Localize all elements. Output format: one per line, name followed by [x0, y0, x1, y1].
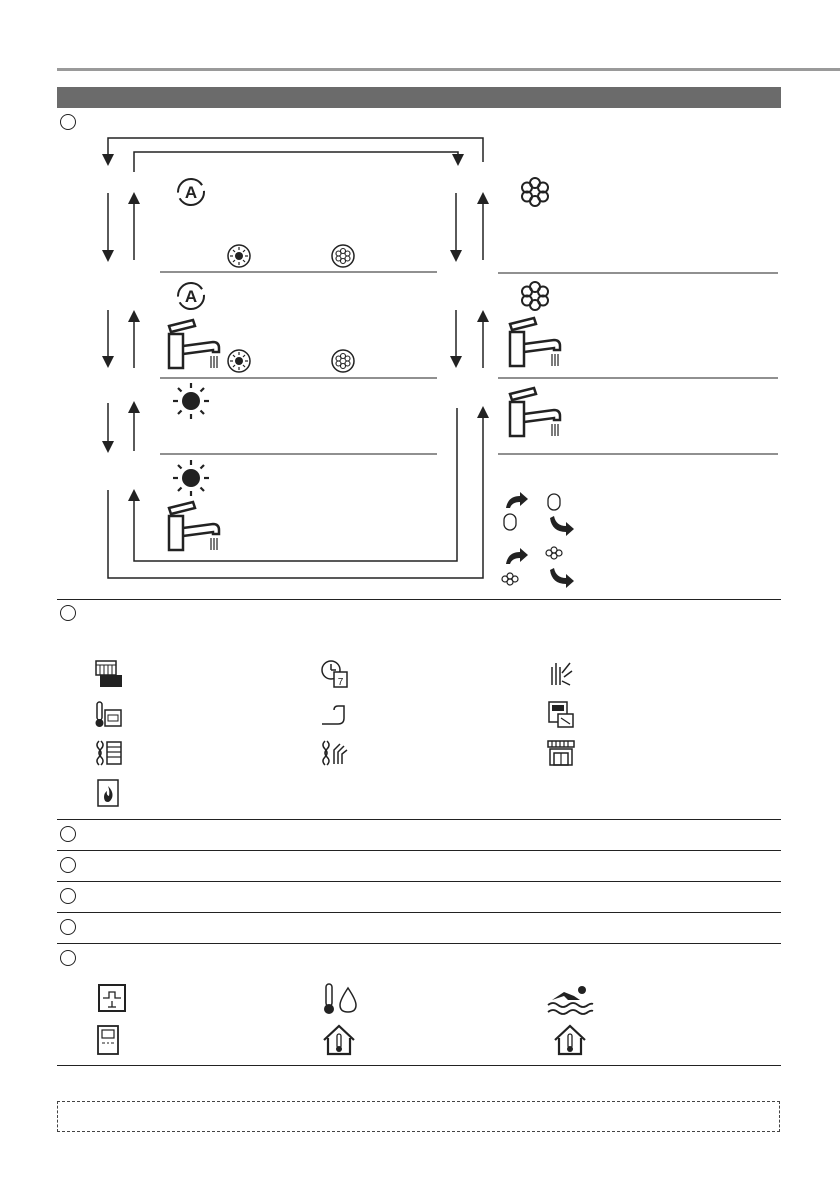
- heating-sun-icon: [171, 458, 211, 498]
- cool-switch-icon: [500, 542, 576, 590]
- section-marker-4: [60, 857, 76, 873]
- section-divider: [57, 1065, 781, 1066]
- section-divider: [57, 850, 781, 851]
- auto-mode-icon: [175, 176, 207, 208]
- svg-text:7: 7: [337, 677, 344, 688]
- heater-icon: [94, 738, 124, 768]
- heating-sun-icon: [171, 381, 211, 421]
- mixing-valve-icon: [96, 982, 128, 1014]
- hot-water-tap-icon: [165, 312, 221, 370]
- heating-small-icon: [226, 243, 252, 269]
- hot-water-tap-icon: [506, 380, 562, 438]
- hot-water-tap-icon: [506, 310, 562, 368]
- weekly-timer-icon: [94, 659, 124, 689]
- zone2-house-icon: [553, 1024, 587, 1056]
- section-divider: [57, 912, 781, 913]
- section-marker-6: [60, 919, 76, 935]
- svg-text:A: A: [184, 287, 198, 306]
- section-marker-2: [60, 605, 76, 621]
- cooling-snowflake-icon: [515, 172, 555, 212]
- section-marker-7: [60, 950, 76, 966]
- room-thermostat-icon: [94, 700, 124, 730]
- svg-text:A: A: [184, 183, 198, 202]
- section-divider: [57, 943, 781, 944]
- curve-icon: [320, 700, 350, 730]
- heating-small-icon: [226, 348, 252, 374]
- hot-water-tap-icon: [165, 494, 221, 552]
- boiler-icon: [94, 778, 124, 808]
- remote-icon: [546, 700, 576, 730]
- pool-icon: [546, 982, 594, 1016]
- section-divider: [57, 599, 781, 600]
- heat-switch-icon: [500, 490, 576, 538]
- tank-temp-icon: [322, 982, 362, 1016]
- defrost-icon: [320, 738, 350, 768]
- controller-icon: [96, 1024, 120, 1056]
- zone1-house-icon: [322, 1024, 356, 1056]
- shop-icon: [546, 738, 576, 768]
- auto-mode-icon: [175, 280, 207, 312]
- section-marker-3: [60, 826, 76, 842]
- quiet-mode-icon: [546, 659, 576, 689]
- cooling-small-icon: [330, 348, 356, 374]
- note-box: [57, 1101, 780, 1132]
- section-divider: [57, 819, 781, 820]
- section-marker-5: [60, 888, 76, 904]
- cooling-small-icon: [330, 243, 356, 269]
- holiday-timer-icon: [320, 659, 350, 689]
- section-divider: [57, 881, 781, 882]
